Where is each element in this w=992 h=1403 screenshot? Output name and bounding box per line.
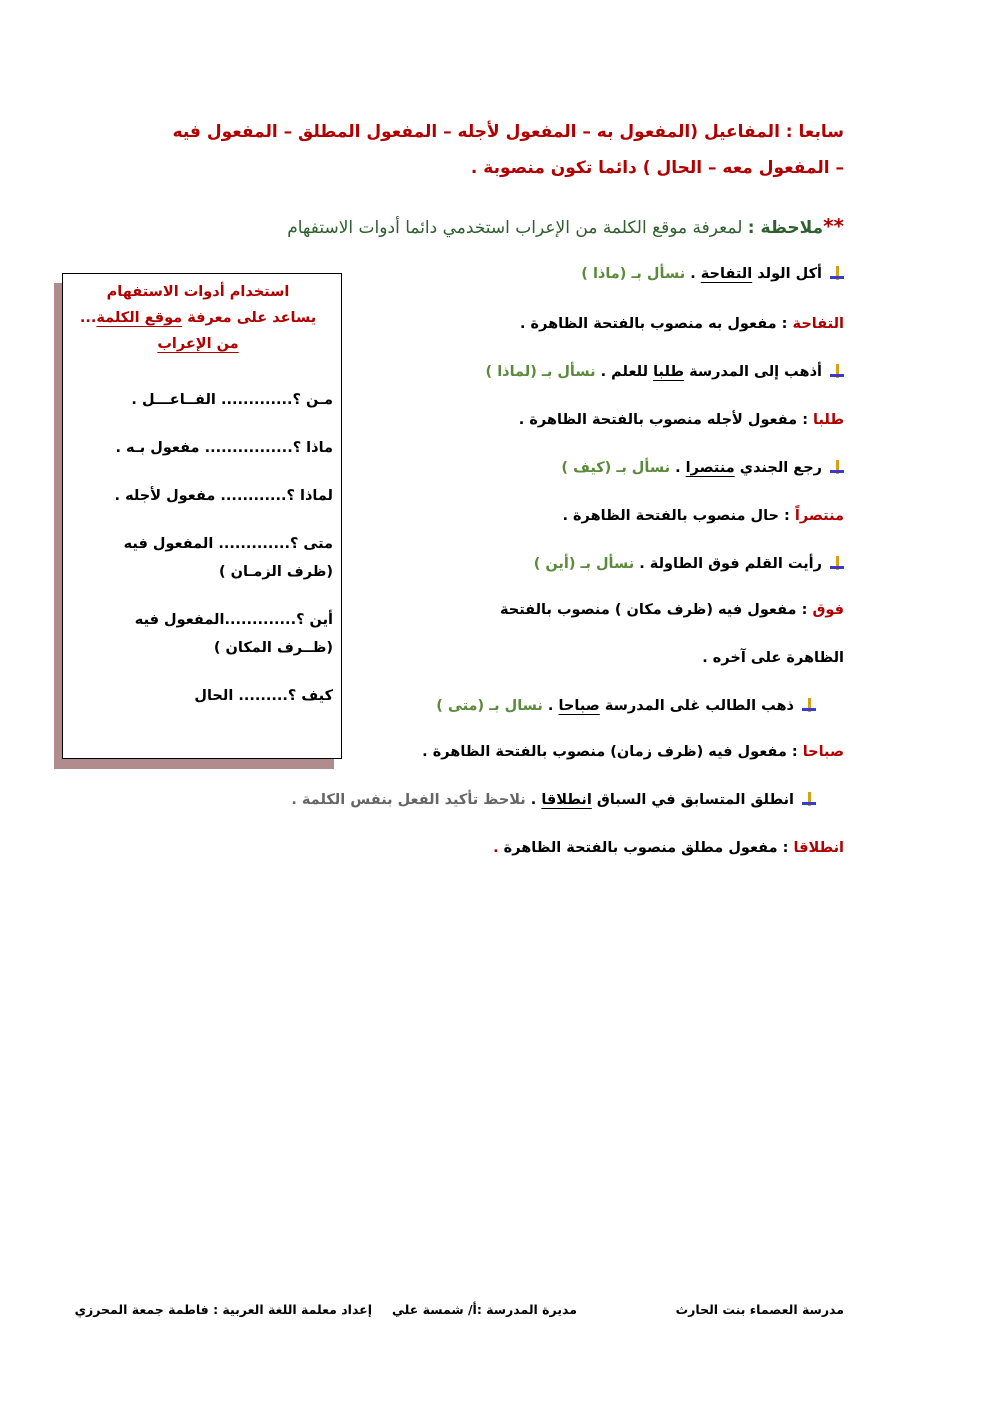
footer-principal: مديرة المدرسة :أ/ شمسة علي (392, 1302, 577, 1317)
sidebar-box (62, 273, 342, 759)
sidebar-heading-dots: ... (79, 310, 97, 326)
example-sentence (486, 364, 844, 380)
sidebar-item: ماذا ؟................ مفعول بـه . (115, 440, 333, 456)
example-sentence (436, 698, 816, 714)
analysis-text: : مفعول فيه (ظرف مكان ) منصوب بالفتحة (499, 602, 813, 618)
example-sentence (534, 556, 844, 572)
analysis-word: التفاحة (792, 316, 844, 332)
bullet-icon (802, 792, 816, 806)
sentence-text: . (670, 460, 686, 476)
sentence-text: ذهب الطالب غلى المدرسة (599, 698, 794, 714)
example-analysis (520, 316, 844, 332)
sidebar-heading-3 (73, 336, 323, 352)
analysis-word: انطلاقا (793, 840, 844, 856)
target-word: طلبا (653, 364, 685, 380)
sentence-text: . (685, 266, 701, 282)
analysis-word: فوق (812, 602, 844, 618)
analysis-word: صباحا (802, 744, 844, 760)
sentence-text: أكل الولد (752, 266, 822, 282)
example-analysis (562, 508, 844, 524)
bullet-icon (830, 460, 844, 474)
sentence-text: رأيت القلم فوق الطاولة . (634, 556, 822, 572)
sidebar-item: كيف ؟......... الحال (194, 688, 333, 704)
analysis-end: . (493, 840, 499, 856)
analysis-text: : مفعول فيه (ظرف زمان) منصوب بالفتحة الظاهرة . (422, 744, 803, 760)
sidebar-heading-underlined: موقع الكلمة (96, 310, 183, 326)
bullet-icon (830, 364, 844, 378)
analysis-word: منتصراً (794, 508, 844, 524)
analysis-text: : مفعول لأجله منصوب بالفتحة الظاهرة . (518, 412, 814, 428)
sidebar-heading-1: استخدام أدوات الاستفهام (106, 284, 290, 300)
title-line-2: – المفعول معه – الحال ) دائما تكون منصوبة . (470, 158, 844, 178)
sidebar-item: (ظرف الزمـان ) (218, 564, 333, 580)
example-analysis (493, 840, 844, 856)
sentence-text: رجع الجندي (734, 460, 822, 476)
question-hint: نسال بـ (متى ) (436, 698, 543, 714)
analysis-text: : حال منصوب بالفتحة الظاهرة . (562, 508, 795, 524)
sentence-text: للعلم . (595, 364, 654, 380)
sentence-text: . (542, 698, 559, 714)
note-text: لمعرفة موقع الكلمة من الإعراب استخدمي دائما أدوات الاستفهام (287, 218, 748, 238)
example-sentence (561, 460, 844, 476)
note (287, 214, 844, 238)
example-sentence (581, 266, 844, 282)
footer-school: مدرسة العصماء بنت الحارث (675, 1302, 844, 1317)
question-hint: نسأل بـ (لماذا ) (485, 364, 596, 380)
example-analysis (422, 744, 844, 760)
example-analysis (500, 602, 844, 618)
analysis-word: طلبا (813, 412, 844, 428)
question-hint: نسأل بـ (ماذا ) (581, 266, 686, 282)
sidebar-heading-text: يساعد على معرفة (182, 310, 317, 326)
note-label: ملاحظة : (747, 218, 824, 238)
analysis-text: : مفعول مطلق منصوب بالفتحة الظاهرة (498, 840, 794, 856)
example-sentence (291, 792, 816, 808)
note-stars: ** (823, 214, 844, 238)
sentence-text: انطلق المتسابق في السباق (591, 792, 794, 808)
title-line-1: سابعا : المفاعيل (المفعول به – المفعول لأجله – المفعول المطلق – المفعول فيه (172, 122, 844, 142)
footer-prepared: إعداد معلمة اللغة العربية : فاطمة جمعة المحرزي (74, 1302, 372, 1317)
sidebar-item: (ظــرف المكان ) (213, 640, 333, 656)
question-hint: نلاحظ تأكيد الفعل بنفس الكلمة . (291, 792, 526, 808)
analysis-text: : مفعول به منصوب بالفتحة الظاهرة . (519, 316, 793, 332)
sentence-text: . (525, 792, 542, 808)
target-word: صباحا (558, 698, 600, 714)
sidebar-item: لماذا ؟............ مفعول لأجله . (114, 488, 333, 504)
example-analysis (519, 412, 844, 428)
sidebar-heading-underlined: من الإعراب (157, 336, 239, 352)
question-hint: نسأل بـ (كيف ) (561, 460, 671, 476)
bullet-icon (830, 556, 844, 570)
target-word: انطلاقا (541, 792, 592, 808)
question-hint: نسأل بـ (أين ) (533, 556, 635, 572)
bullet-icon (830, 266, 844, 280)
example-analysis-cont: الظاهرة على آخره . (702, 650, 844, 666)
sidebar-heading-2 (73, 310, 323, 326)
target-word: منتصرا (685, 460, 735, 476)
bullet-icon (802, 698, 816, 712)
sidebar-item: أين ؟.............المفعول فيه (134, 612, 333, 628)
sidebar-item: مـن ؟............. الفــاعـــل . (131, 392, 333, 408)
sentence-text: أذهب إلى المدرسة (684, 364, 822, 380)
sidebar-item: متى ؟............. المفعول فيه (123, 536, 333, 552)
target-word: التفاحة (700, 266, 753, 282)
